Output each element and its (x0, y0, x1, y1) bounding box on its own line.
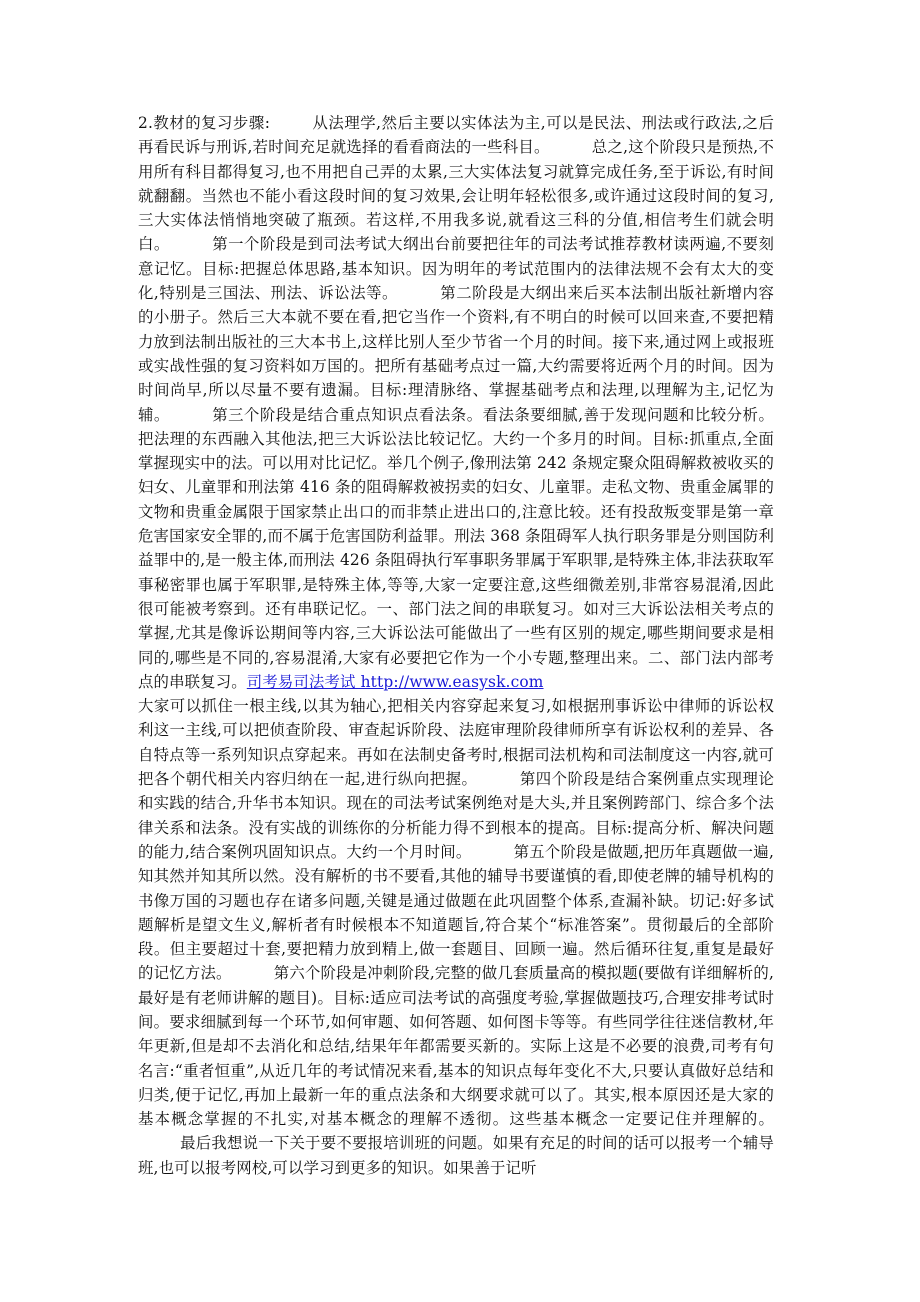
text-run: 最后我想说一下关于要不要报培训班的问题。如果有充足的时间的话可以报考一个辅导班,也可以报考网校,可以学习到更多的知识。如果善于记听 (138, 1134, 774, 1177)
text-run: 大家可以抓住一根主线,以其为轴心,把相关内容穿起来复习,如根据刑事诉讼中律师的诉讼权利这一主线,可以把侦查阶段、审查起诉阶段、法庭审理阶段律师所享有诉讼权利的差异、各自特点等一系列知识点穿起来。再如在法制史备考时,根据司法机构和司法制度这一内容,就可把各个朝代相关内容归纳在一起,进行纵向把握。 (138, 697, 774, 789)
text-run: 从法理学,然后主要以实体法为主,可以是民法、刑法或行政法,之后再看民诉与刑诉,若时间充足就选择的看看商法的一些科目。 (138, 114, 774, 157)
text-run: 第二阶段是大纲出来后买本法制出版社新增内容的小册子。然后三大本就不要在看,把它当作一个资料,有不明白的时候可以回来查,不要把精力放到法制出版社的三大本书上,这样比别人至少节省一个月的时间。接下来,通过网上或报班或实战性强的复习资料如万国的。把所有基础考点过一篇,大约需要将近两个月的时间。因为时间尚早,所以尽量不要有遗漏。目标:理清脉络、掌握基础考点和法理,以理解为主,记忆为辅。 (138, 284, 774, 424)
section-heading: 2.教材的复习步骤: (138, 114, 271, 132)
text-run: 第五个阶段是做题,把历年真题做一遍,知其然并知其所以然。没有解析的书不要看,其他的辅导书要谨慎的看,即使老牌的辅导机构的书像万国的习题也存在诸多问题,关键是通过做题在此巩固整个体系,查漏补缺。切记:好多试题解析是望文生义,解析者有时候根本不知道题旨,符合某个“标准答案”。贯彻最后的全部阶段。但主要超过十套,要把精力放到精上,做一套题目、回顾一遍。然后循环往复,重复是最好的记忆方法。 (138, 842, 774, 983)
paragraph-block-1 (138, 111, 774, 694)
text-run: 总之,这个阶段只是预热,不用所有科目都得复习,也不用把自己弄的太累,三大实体法复习就算完成任务,至于诉讼,有时间就翻翻。当然也不能小看这段时间的复习效果,会让明年轻松很多,或许通过这段时间的复习,三大实体法悄悄地突破了瓶颈。若这样,不用我多说,就看这三科的分值,相信考生们就会明白。 (138, 138, 774, 254)
source-link[interactable]: 司考易司法考试 http://www.easysk.com (246, 672, 544, 691)
text-run: 第三个阶段是结合重点知识点看法条。看法条要细腻,善于发现问题和比较分析。把法理的东西融入其他法,把三大诉讼法比较记忆。大约一个多月的时间。目标:抓重点,全面掌握现实中的法。可以用对比记忆。举几个例子,像刑法第 242 条规定聚众阻碍解救被收买的妇女、儿童罪和刑法第 416 条的阻碍解救被拐卖的妇女、儿童罪。走私文物、贵重金属罪的文物和贵重金属限于国家禁止出口的而非禁止进出口的,注意比较。还有投敌叛变罪是第一章危害国家安全罪的,而不属于危害国防利益罪。刑法 368 条阻碍军人执行职务罪是分则国防利益罪中的,是一般主体,而刑法 426 条阻碍执行军事职务罪属于军职罪,是特殊主体,非法获取军事秘密罪也属于军职罪,是特殊主体,等等,大家一定要注意,这些细微差别,非常容易混淆,因此很可能被考察到。还有串联记忆。一、部门法之间的串联复习。如对三大诉讼法相关考点的掌握,尤其是像诉讼期间等内容,三大诉讼法可能做出了一些有区别的规定,哪些期间要求是相同的,哪些是不同的,容易混淆,大家有必要把它作为一个小专题,整理出来。二、部门法内部考点的串联复习。 (138, 405, 774, 691)
document-body (138, 111, 774, 1180)
text-run: 第一个阶段是到司法考试大纲出台前要把往年的司法考试推荐教材读两遍,不要刻意记忆。目标:把握总体思路,基本知识。因为明年的考试范围内的法律法规不会有太大的变化,特别是三国法、刑法、诉讼法等。 (138, 235, 774, 303)
text-run: 第四个阶段是结合案例重点实现理论和实践的结合,升华书本知识。现在的司法考试案例绝对是大头,并且案例跨部门、综合多个法律关系和法条。没有实战的训练你的分析能力得不到根本的提高。目标:提高分析、解决问题的能力,结合案例巩固知识点。大约一个月时间。 (138, 770, 774, 861)
paragraph-block-2 (138, 694, 774, 1180)
text-run: 第六个阶段是冲刺阶段,完整的做几套质量高的模拟题(要做有详细解析的,最好是有老师讲解的题目)。目标:适应司法考试的高强度考验,掌握做题技巧,合理安排考试时间。要求细腻到每一个环节,如何审题、如何答题、如何图卡等等。有些同学往往迷信教材,年年更新,但是却不去消化和总结,结果年年都需要买新的。实际上这是不必要的浪费,司考有句名言:“重者恒重”,从近几年的考试情况来看,基本的知识点每年变化不大,只要认真做好总结和归类,便于记忆,再加上最新一年的重点法条和大纲要求就可以了。其实,根本原因还是大家的基本概念掌握的不扎实,对基本概念的理解不透彻。这些基本概念一定要记住并理解的。 (138, 964, 774, 1129)
